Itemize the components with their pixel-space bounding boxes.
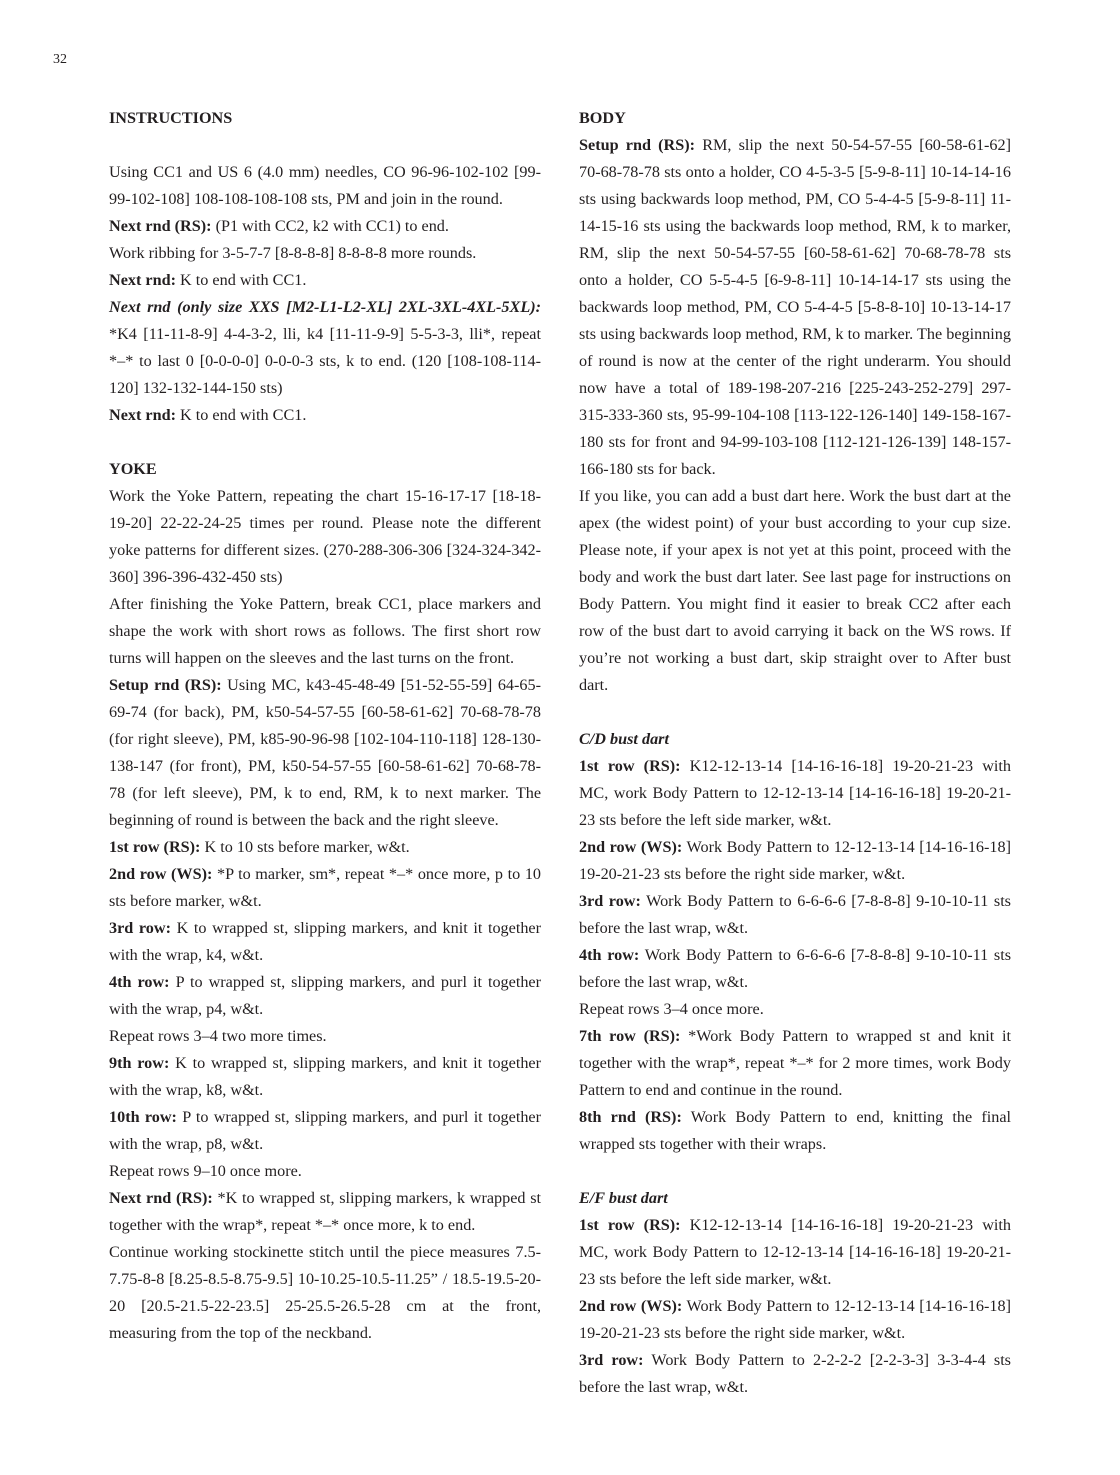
instructions-cast-on: Using CC1 and US 6 (4.0 mm) needles, CO 96-96-102-102 [99-99-102-108] 108-108-108-108 sts, PM and join in the round. [109,163,541,208]
cd-row-4: 4th row: Work Body Pattern to 6-6-6-6 [7-8-8-8] 9-10-10-11 sts before the last wrap, w&t. [579,946,1011,991]
instructions-next-rnd-k: Next rnd: K to end with CC1. [109,271,307,289]
instructions-next-rnd-sizes: Next rnd (only size XXS [M2-L1-L2-XL] 2XL-3XL-4XL-5XL): *K4 [11-11-8-9] 4-4-3-2, lli, k4 [11-11-9-9] 5-5-3-3, lli*, repeat *–* to last 0 [0-0-0-0] 0-0-0-3 sts, k to end. (120 [108-108-114-120] 132-132-144-150 sts) [109,298,541,397]
yoke-heading: YOKE [109,460,157,478]
yoke-row-3: 3rd row: K to wrapped st, slipping markers, and knit it together with the wrap, k4, w&t. [109,919,541,964]
cd-row-3: 3rd row: Work Body Pattern to 6-6-6-6 [7-8-8-8] 9-10-10-11 sts before the last wrap, w&t. [579,892,1011,937]
instructions-heading: INSTRUCTIONS [109,109,233,127]
ef-row-1: 1st row (RS): K12-12-13-14 [14-16-16-18] 19-20-21-23 with MC, work Body Pattern to 12-12-13-14 [14-16-16-18] 19-20-21-23 sts before the left side marker, w&t. [579,1216,1011,1288]
yoke-continue: Continue working stockinette stitch until the piece measures 7.5-7.75-8-8 [8.25-8.5-8.75-9.5] 10-10.25-10.5-11.25” / 18.5-19.5-20-20 [20.5-21.5-22-23.5] 25-25.5-26.5-28 cm at the front, measuring from the top of the neckband. [109,1243,541,1342]
yoke-row-9: 9th row: K to wrapped st, slipping markers, and knit it together with the wrap, k8, w&t. [109,1054,541,1099]
yoke-repeat-1: Repeat rows 3–4 two more times. [109,1027,327,1045]
left-column [109,105,541,1347]
cd-repeat: Repeat rows 3–4 once more. [579,1000,764,1018]
yoke-row-1: 1st row (RS): K to 10 sts before marker, w&t. [109,838,410,856]
yoke-short-rows-text: After finishing the Yoke Pattern, break CC1, place markers and shape the work with short rows as follows. The first short row turns will happen on the sleeves and the last turns on the front. [109,595,541,667]
cd-row-2: 2nd row (WS): Work Body Pattern to 12-12-13-14 [14-16-16-18] 19-20-21-23 sts before the right side marker, w&t. [579,838,1011,883]
instructions-ribbing: Work ribbing for 3-5-7-7 [8-8-8-8] 8-8-8-8 more rounds. [109,244,477,262]
right-column [579,105,1011,1401]
body-heading: BODY [579,109,626,127]
cd-rnd-8: 8th rnd (RS): Work Body Pattern to end, knitting the final wrapped sts together with their wraps. [579,1108,1012,1153]
body-bust-dart-intro: If you like, you can add a bust dart here. Work the bust dart at the apex (the widest point) of your bust according to your cup size. Please note, if your apex is not yet at this point, proceed with the body and work the bust dart later. See last page for instructions on Body Pattern. You might find it easier to break CC2 after each row of the bust dart to avoid carrying it back on the WS rows. If you’re not working a bust dart, skip straight over to After bust dart. [579,487,1011,694]
yoke-next-rnd: Next rnd (RS): *K to wrapped st, slipping markers, k wrapped st together with the wrap*, repeat *–* once more, k to end. [109,1189,541,1234]
yoke-setup-rnd: Setup rnd (RS): Using MC, k43-45-48-49 [51-52-55-59] 64-65-69-74 (for back), PM, k50-54-57-55 [60-58-61-62] 70-68-78-78 (for right sleeve), PM, k85-90-96-98 [102-104-110-118] 128-130-138-147 (for front), PM, k50-54-57-55 [60-58-61-62] 70-68-78-78 (for left sleeve), PM, k to end, RM, k to next marker. The beginning of round is between the back and the right sleeve. [109,676,541,829]
ef-row-3: 3rd row: Work Body Pattern to 2-2-2-2 [2-2-3-3] 3-3-4-4 sts before the last wrap, w&t. [579,1351,1011,1396]
cd-row-7: 7th row (RS): *Work Body Pattern to wrapped st and knit it together with the wrap*, repeat *–* for 2 more times, work Body Pattern to end and continue in the round. [579,1027,1011,1099]
instructions-next-rnd-final: Next rnd: K to end with CC1. [109,406,307,424]
yoke-row-2: 2nd row (WS): *P to marker, sm*, repeat *–* once more, p to 10 sts before marker, w&t. [109,865,542,910]
yoke-pattern-text: Work the Yoke Pattern, repeating the chart 15-16-17-17 [18-18-19-20] 22-22-24-25 times per round. Please note the different yoke patterns for different sizes. (270-288-306-306 [324-324-342-360] 396-396-432-450 sts) [109,487,541,586]
ef-row-2: 2nd row (WS): Work Body Pattern to 12-12-13-14 [14-16-16-18] 19-20-21-23 sts before the right side marker, w&t. [579,1297,1011,1342]
cd-bust-dart-heading: C/D bust dart [579,730,669,748]
body-setup-rnd: Setup rnd (RS): RM, slip the next 50-54-57-55 [60-58-61-62] 70-68-78-78 sts onto a holder, CO 4-5-3-5 [5-9-8-11] 10-14-14-16 sts using backwards loop method, PM, CO 5-4-4-5 [5-9-8-11] 11-14-15-16 sts using the backwards loop method, RM, k to marker, RM, slip the next 50-54-57-55 [60-58-61-62] 70-68-78-78 sts onto a holder, CO 5-5-4-5 [6-9-8-11] 10-14-14-17 sts using the backwards loop method, PM, CO 5-4-4-5 [5-8-8-10] 10-13-14-17 sts using backwards loop method, RM, k to marker. The beginning of round is now at the center of the right underarm. You should now have a total of 189-198-207-216 [225-243-252-279] 297-315-333-360 sts, 95-99-104-108 [113-122-126-140] 149-158-167-180 sts for front and 94-99-103-108 [112-121-126-139] 148-157-166-180 sts for back. [579,136,1012,478]
yoke-repeat-2: Repeat rows 9–10 once more. [109,1162,302,1180]
ef-bust-dart-heading: E/F bust dart [579,1189,668,1207]
yoke-row-10: 10th row: P to wrapped st, slipping markers, and purl it together with the wrap, p8, w&t. [109,1108,541,1153]
page-number: 32 [53,52,67,67]
instructions-next-rnd-rs: Next rnd (RS): (P1 with CC2, k2 with CC1) to end. [109,217,449,235]
yoke-row-4: 4th row: P to wrapped st, slipping markers, and purl it together with the wrap, p4, w&t. [109,973,541,1018]
cd-row-1: 1st row (RS): K12-12-13-14 [14-16-16-18] 19-20-21-23 with MC, work Body Pattern to 12-12-13-14 [14-16-16-18] 19-20-21-23 sts before the left side marker, w&t. [579,757,1011,829]
